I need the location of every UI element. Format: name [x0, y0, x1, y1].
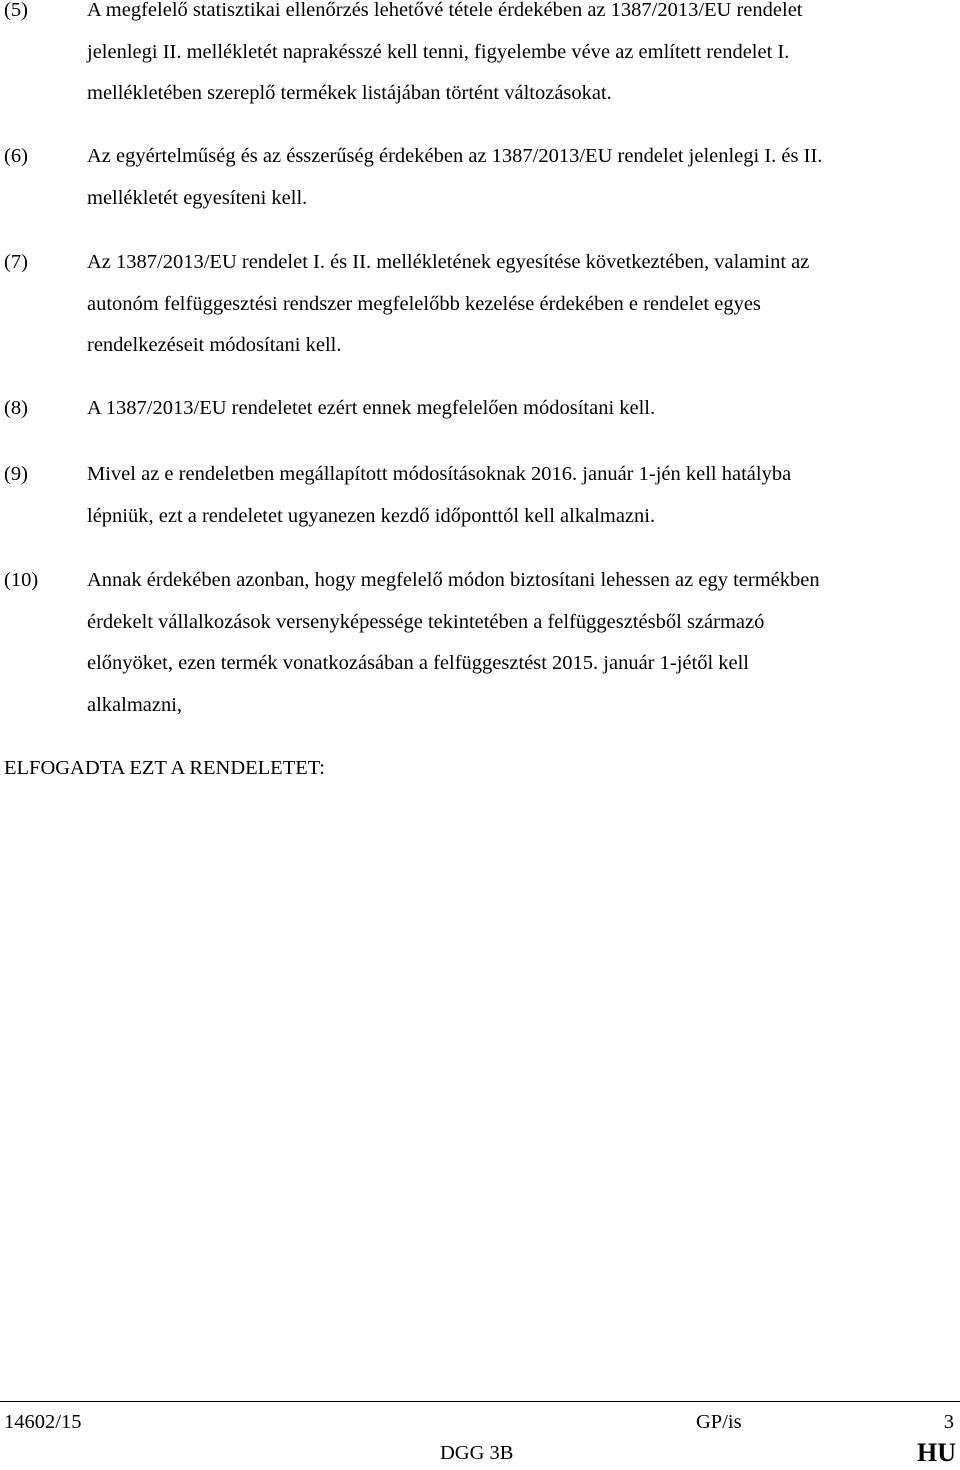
footer	[0, 1405, 960, 1439]
author-initials: GP/is	[696, 1411, 742, 1433]
recital-number: (9)	[4, 463, 28, 485]
recital-number: (7)	[4, 251, 28, 273]
footer-divider	[0, 1401, 960, 1402]
text-line: rendelkezéseit módosítani kell.	[87, 334, 342, 356]
recital-7	[0, 242, 960, 367]
recital-text	[87, 388, 960, 430]
recital-number: (10)	[4, 569, 39, 591]
page-number: 3	[943, 1411, 954, 1433]
text-line: A megfelelő statisztikai ellenőrzés lehetővé tétele érdekében az 1387/2013/EU rendelet	[87, 0, 803, 21]
adoption-formula: ELFOGADTA EZT A RENDELETET:	[4, 757, 325, 779]
recital-10	[0, 560, 960, 726]
text-line: mellékletében szereplő termékek listájában történt változásokat.	[87, 82, 612, 104]
directorate-code: DGG 3B	[440, 1442, 514, 1464]
recital-text	[87, 454, 960, 537]
recital-text	[87, 136, 960, 219]
recital-text	[87, 242, 960, 367]
text-line: előnyöket, ezen termék vonatkozásában a felfüggesztést 2015. január 1-jétől kell	[87, 652, 750, 674]
text-line: Mivel az e rendeletben megállapított módosításoknak 2016. január 1-jén kell hatályba	[87, 463, 792, 485]
text-line: lépniük, ezt a rendeletet ugyanezen kezdő időponttól kell alkalmazni.	[87, 504, 656, 527]
recital-text	[87, 560, 960, 726]
recital-8	[0, 388, 960, 430]
text-line: A 1387/2013/EU rendeletet ezért ennek megfelelően módosítani kell.	[87, 397, 656, 419]
document-reference: 14602/15	[4, 1411, 82, 1433]
language-code: HU	[917, 1438, 956, 1467]
text-line: Annak érdekében azonban, hogy megfelelő módon biztosítani lehessen az egy termékben	[87, 569, 820, 591]
text-line: Az egyértelműség és az ésszerűség érdekében az 1387/2013/EU rendelet jelenlegi I. és II.	[87, 145, 823, 167]
recital-5	[0, 0, 960, 115]
footer-secondary	[0, 1436, 960, 1470]
text-line: alkalmazni,	[87, 693, 183, 716]
text-line: érdekelt vállalkozások versenyképessége tekintetében a felfüggesztésből származó	[87, 610, 765, 633]
recital-6	[0, 136, 960, 219]
recital-number: (8)	[4, 397, 28, 419]
recital-number: (5)	[4, 0, 28, 21]
recital-text	[87, 0, 960, 115]
text-line: jelenlegi II. mellékletét naprakésszé kell tenni, figyelembe véve az említett rendelet I.	[87, 40, 790, 63]
recital-9	[0, 454, 960, 537]
text-line: Az 1387/2013/EU rendelet I. és II. mellékletének egyesítése következtében, valamint az	[87, 251, 810, 273]
text-line: mellékletét egyesíteni kell.	[87, 186, 308, 209]
text-line: autonóm felfüggesztési rendszer megfelelőbb kezelése érdekében e rendelet egyes	[87, 292, 761, 315]
recital-number: (6)	[4, 145, 28, 167]
